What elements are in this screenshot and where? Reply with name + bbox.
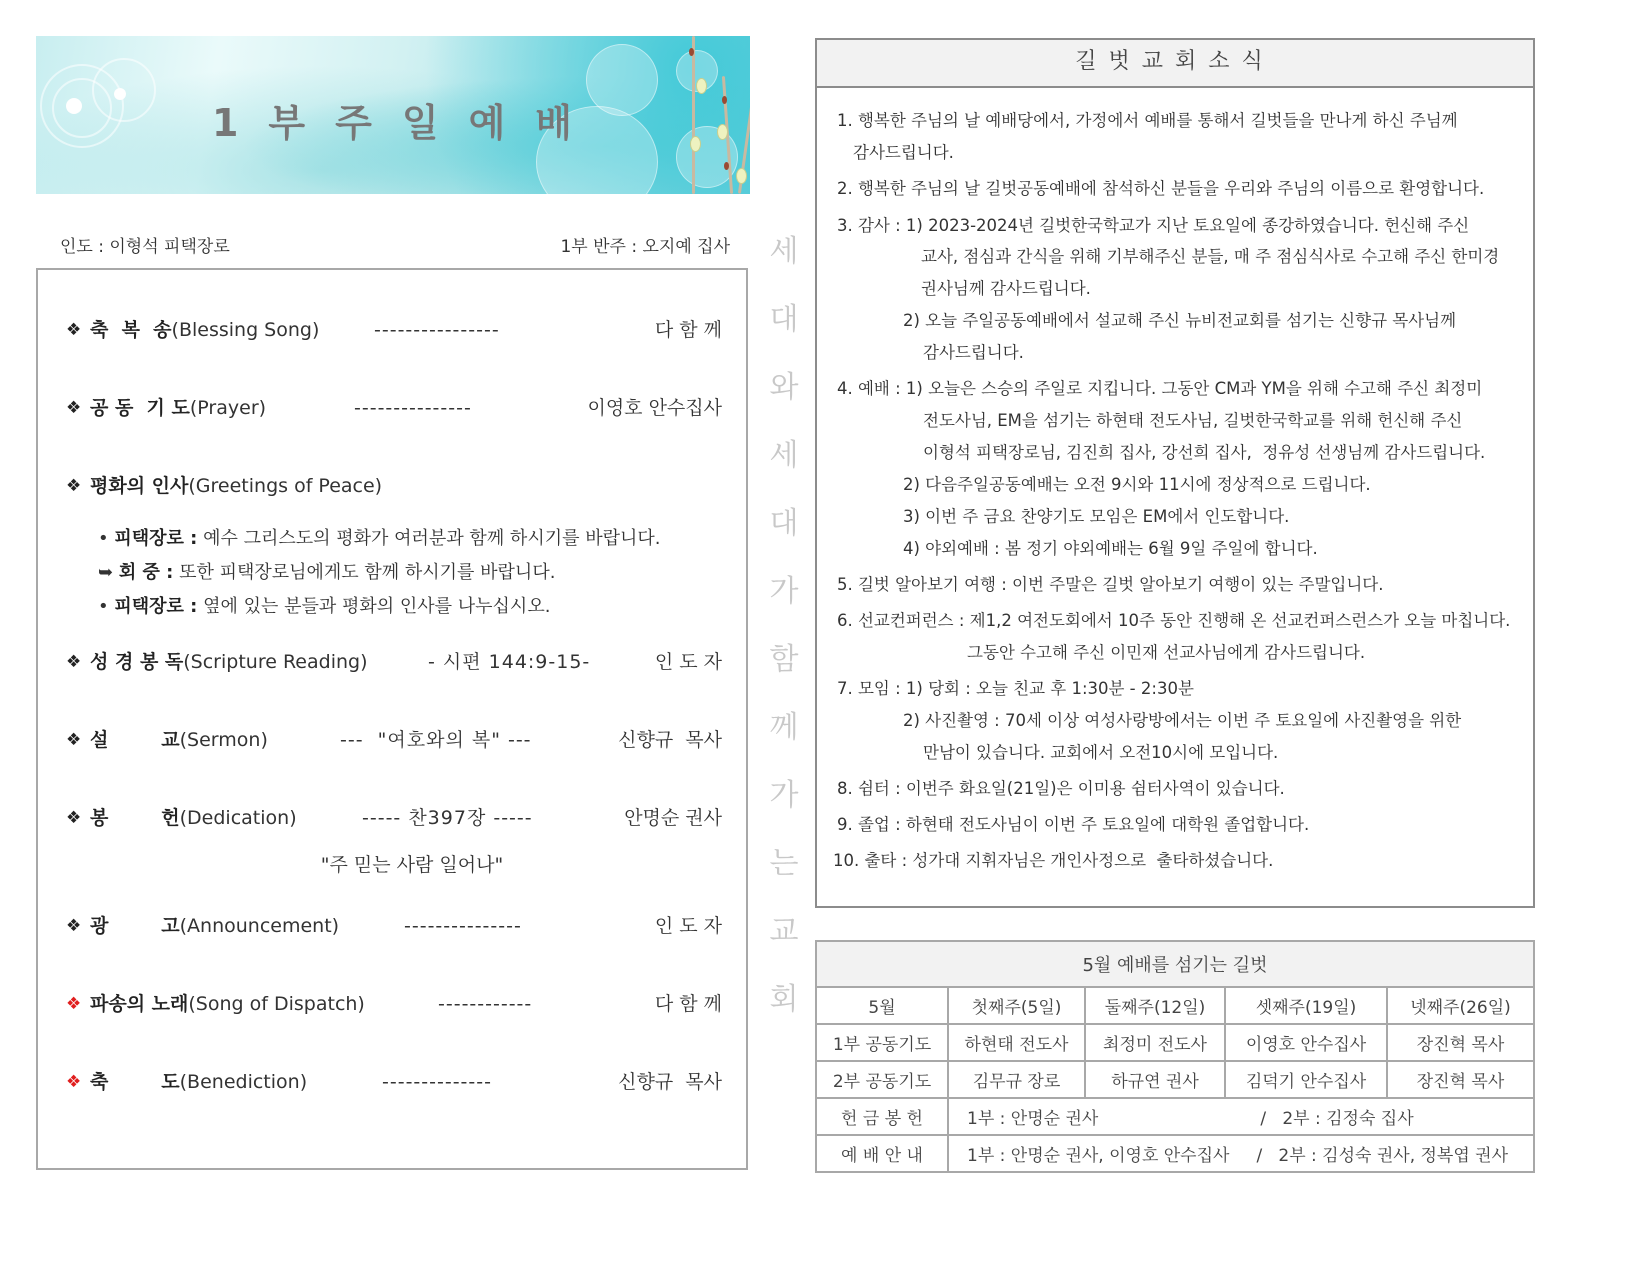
item-name-en: (Sermon) — [179, 729, 268, 751]
news-line: 감사드립니다. — [923, 343, 1024, 362]
title-char: 일 — [401, 101, 441, 145]
news-line: 2) 다음주일공동예배는 오전 9시와 11시에 정상적으로 드립니다. — [903, 475, 1371, 494]
item-detail: ------------ — [438, 993, 533, 1015]
item-name-ko: 평화의 인사 — [90, 475, 189, 497]
item-name — [90, 648, 368, 676]
item-name — [90, 804, 297, 832]
table-cell: 하규연 권사 — [1085, 1061, 1225, 1098]
bullet-icon: • — [98, 596, 109, 617]
diamond-bullet-icon: ❖ — [66, 320, 82, 340]
item-name — [90, 472, 382, 500]
item-name-en: (Prayer) — [189, 397, 267, 419]
row-label: 예 배 안 내 — [816, 1135, 948, 1172]
item-name — [90, 726, 268, 754]
item-person: 다 함 께 — [654, 993, 722, 1015]
motto-char: 와 — [769, 370, 799, 405]
news-line: 10. 출타 : 성가대 지휘자님은 개인사정으로 출타하셨습니다. — [833, 851, 1274, 870]
item-detail: -------------- — [382, 1071, 492, 1093]
service-banner — [36, 36, 750, 194]
greeting-text: 또한 피택장로님에게도 함께 하시기를 바랍니다. — [173, 562, 556, 583]
order-of-worship — [36, 268, 748, 1170]
item-person: 인 도 자 — [654, 915, 722, 937]
worship-leader: 인도 : 이형석 피택장로 — [60, 237, 230, 257]
row-label: 헌 금 봉 헌 — [816, 1098, 948, 1135]
willow-bud — [724, 162, 729, 170]
news-line: 2. 행복한 주님의 날 길벗공동예배에 참석하신 분들을 우리와 주님의 이름으로 환영합니다. — [837, 179, 1485, 198]
scripture-reference: - 시편 144:9-15- — [428, 651, 591, 673]
motto-char: 회 — [769, 982, 799, 1017]
speaker: 회 중 : — [118, 562, 174, 583]
item-person: 신향규 목사 — [618, 729, 722, 751]
news-line: 이형석 피택장로님, 김진희 집사, 강선희 집사, 정유성 선생님께 감사드립니다. — [923, 443, 1486, 462]
motto-char: 세 — [769, 234, 799, 269]
diamond-bullet-icon: ❖ — [66, 652, 82, 672]
willow-bud — [736, 168, 747, 184]
motto-char: 대 — [769, 302, 799, 337]
item-name-ko: 축 복 송 — [90, 319, 172, 341]
worship-item — [66, 316, 722, 344]
service-title — [36, 92, 750, 147]
motto-char: 가 — [769, 778, 799, 813]
header-cell: 넷째주(26일) — [1387, 987, 1534, 1024]
worship-item — [66, 394, 722, 422]
item-name-en: (Song of Dispatch) — [188, 993, 365, 1015]
table-cell: 김무규 장로 — [948, 1061, 1085, 1098]
item-name-en: (Scripture Reading) — [183, 651, 368, 673]
item-name-ko: 공 동 기 도 — [90, 397, 190, 419]
news-line: 6. 선교컨퍼런스 : 제1,2 여전도회에서 10주 동안 진행해 온 선교컨퍼스런스가 오늘 마칩니다. — [837, 611, 1511, 630]
motto-char: 가 — [769, 574, 799, 609]
worship-item — [66, 912, 722, 940]
diamond-bullet-icon: ❖ — [66, 808, 82, 828]
reply-arrow-icon: ➥ — [98, 562, 114, 583]
offering-cell: 1부 : 안명순 권사 / 2부 : 김정숙 집사 — [948, 1098, 1534, 1135]
item-name — [90, 912, 339, 940]
news-line: 전도사님, EM을 섬기는 하현태 전도사님, 길벗한국학교를 위해 헌신해 주신 — [923, 411, 1463, 430]
news-line: 2) 오늘 주일공동예배에서 설교해 주신 뉴비전교회를 섬기는 신향규 목사님께 — [903, 311, 1457, 330]
title-char: 1 — [211, 101, 241, 145]
news-line: 7. 모임 : 1) 당회 : 오늘 친교 후 1:30분 - 2:30분 — [837, 679, 1194, 698]
news-title: 길벗교회소식 — [817, 40, 1533, 88]
title-char: 주 — [335, 101, 374, 145]
news-line: 4. 예배 : 1) 오늘은 스승의 주일로 지킵니다. 그동안 CM과 YM을 위해 수고해 주신 최정미 — [837, 379, 1483, 398]
news-line: 권사님께 감사드립니다. — [921, 279, 1091, 298]
item-name-ko: 봉 헌 — [90, 807, 180, 829]
worship-item — [66, 990, 722, 1018]
item-name — [90, 394, 266, 422]
greeting-line — [98, 594, 550, 620]
table-row — [816, 1135, 1534, 1172]
speaker: 피택장로 : — [114, 596, 198, 617]
title-char: 배 — [535, 101, 575, 145]
item-person: 신향규 목사 — [618, 1071, 722, 1093]
accompanist: 1부 반주 : 오지예 집사 — [560, 237, 730, 257]
table-cell: 장진혁 목사 — [1387, 1024, 1534, 1061]
table-row — [816, 1024, 1534, 1061]
item-name-ko: 광 고 — [90, 915, 180, 937]
motto-char: 세 — [769, 438, 799, 473]
header-cell: 셋째주(19일) — [1225, 987, 1387, 1024]
table-cell: 김덕기 안수집사 — [1225, 1061, 1387, 1098]
news-line: 8. 쉼터 : 이번주 화요일(21일)은 이미용 쉼터사역이 있습니다. — [837, 779, 1285, 798]
diamond-bullet-icon: ❖ — [66, 994, 82, 1014]
item-person: 안명순 권사 — [624, 807, 722, 829]
header-cell: 첫째주(5일) — [948, 987, 1085, 1024]
item-detail: --------------- — [404, 915, 522, 937]
news-line: 만남이 있습니다. 교회에서 오전10시에 모입니다. — [923, 743, 1279, 762]
church-motto — [766, 228, 802, 1044]
greeting-text: 옆에 있는 분들과 평화의 인사를 나누십시오. — [197, 596, 551, 617]
item-name-en: (Announcement) — [179, 915, 340, 937]
item-detail: --------------- — [354, 397, 472, 419]
table-cell: 하현태 전도사 — [948, 1024, 1085, 1061]
header-cell: 5월 — [816, 987, 948, 1024]
table-cell: 이영호 안수집사 — [1225, 1024, 1387, 1061]
item-name — [90, 990, 365, 1018]
item-person: 다 함 께 — [654, 319, 722, 341]
diamond-bullet-icon: ❖ — [66, 398, 82, 418]
table-cell: 최정미 전도사 — [1085, 1024, 1225, 1061]
worship-item — [66, 472, 722, 500]
news-line: 3) 이번 주 금요 찬양기도 모임은 EM에서 인도합니다. — [903, 507, 1290, 526]
table-row — [816, 1061, 1534, 1098]
motto-char: 함 — [769, 642, 799, 677]
diamond-bullet-icon: ❖ — [66, 476, 82, 496]
worship-item — [66, 648, 722, 676]
diamond-bullet-icon: ❖ — [66, 1072, 82, 1092]
item-name-en: (Greetings of Peace) — [188, 475, 383, 497]
title-char: 부 — [268, 101, 308, 145]
speaker: 피택장로 : — [114, 528, 198, 549]
diamond-bullet-icon: ❖ — [66, 916, 82, 936]
item-name — [90, 1068, 307, 1096]
item-person: 인 도 자 — [654, 651, 722, 673]
greeting-line — [98, 560, 555, 586]
motto-char: 께 — [769, 710, 799, 745]
item-name-ko: 파송의 노래 — [90, 993, 189, 1015]
news-line: 2) 사진촬영 : 70세 이상 여성사랑방에서는 이번 주 토요일에 사진촬영을 위한 — [903, 711, 1462, 730]
row-label: 1부 공동기도 — [816, 1024, 948, 1061]
news-line: 1. 행복한 주님의 날 예배당에서, 가정에서 예배를 통해서 길벗들을 만나게 하신 주님께 — [837, 111, 1458, 130]
header-cell: 둘째주(12일) — [1085, 987, 1225, 1024]
item-name-ko: 설 교 — [90, 729, 180, 751]
may-duty-table — [815, 940, 1535, 1173]
hymn-title: "주 믿는 사람 일어나" — [320, 854, 504, 876]
worship-item — [66, 726, 722, 754]
news-line: 교사, 점심과 간식을 위해 기부해주신 분들, 매 주 점심식사로 수고해 주신 한미경 — [921, 247, 1500, 266]
table-header-row — [816, 987, 1534, 1024]
table-caption: 5월 예배를 섬기는 길벗 — [816, 941, 1534, 987]
row-label: 2부 공동기도 — [816, 1061, 948, 1098]
news-line: 4) 야외예배 : 봄 정기 야외예배는 6월 9일 주일에 합니다. — [903, 539, 1318, 558]
motto-char: 는 — [769, 846, 799, 881]
news-line: 9. 졸업 : 하현태 전도사님이 이번 주 토요일에 대학원 졸업합니다. — [837, 815, 1310, 834]
item-person: 이영호 안수집사 — [587, 397, 722, 419]
table-caption-row — [816, 941, 1534, 987]
item-name-ko: 축 도 — [90, 1071, 180, 1093]
bullet-icon: • — [98, 528, 109, 549]
item-name-en: (Benediction) — [179, 1071, 308, 1093]
table-cell: 장진혁 목사 — [1387, 1061, 1534, 1098]
greeting-text: 예수 그리스도의 평화가 여러분과 함께 하시기를 바랍니다. — [197, 528, 661, 549]
item-detail: ---------------- — [374, 319, 500, 341]
worship-item — [66, 804, 722, 832]
motto-char: 대 — [769, 506, 799, 541]
church-news — [815, 38, 1535, 908]
table-row — [816, 1098, 1534, 1135]
motto-char: 교 — [769, 914, 799, 949]
news-line: 5. 길벗 알아보기 여행 : 이번 주말은 길벗 알아보기 여행이 있는 주말입니다. — [837, 575, 1384, 594]
title-char: 예 — [468, 101, 508, 145]
item-name-ko: 성 경 봉 독 — [90, 651, 184, 673]
item-name-en: (Blessing Song) — [171, 319, 320, 341]
item-name-en: (Dedication) — [179, 807, 297, 829]
sermon-title: --- "여호와의 복" --- — [340, 729, 532, 751]
hymn-number: ----- 찬397장 ----- — [362, 807, 533, 829]
ushers-cell: 1부 : 안명순 권사, 이영호 안수집사 / 2부 : 김성숙 권사, 정복엽 권사 — [948, 1135, 1534, 1172]
news-line: 감사드립니다. — [853, 143, 954, 162]
worship-item — [66, 1068, 722, 1096]
item-name — [90, 316, 319, 344]
diamond-bullet-icon: ❖ — [66, 730, 82, 750]
news-line: 그동안 수고해 주신 이민재 선교사님에게 감사드립니다. — [967, 643, 1366, 662]
willow-bud — [689, 48, 694, 56]
greeting-line — [98, 526, 660, 552]
news-line: 3. 감사 : 1) 2023-2024년 길벗한국학교가 지난 토요일에 종강하였습니다. 헌신해 주신 — [837, 216, 1470, 235]
